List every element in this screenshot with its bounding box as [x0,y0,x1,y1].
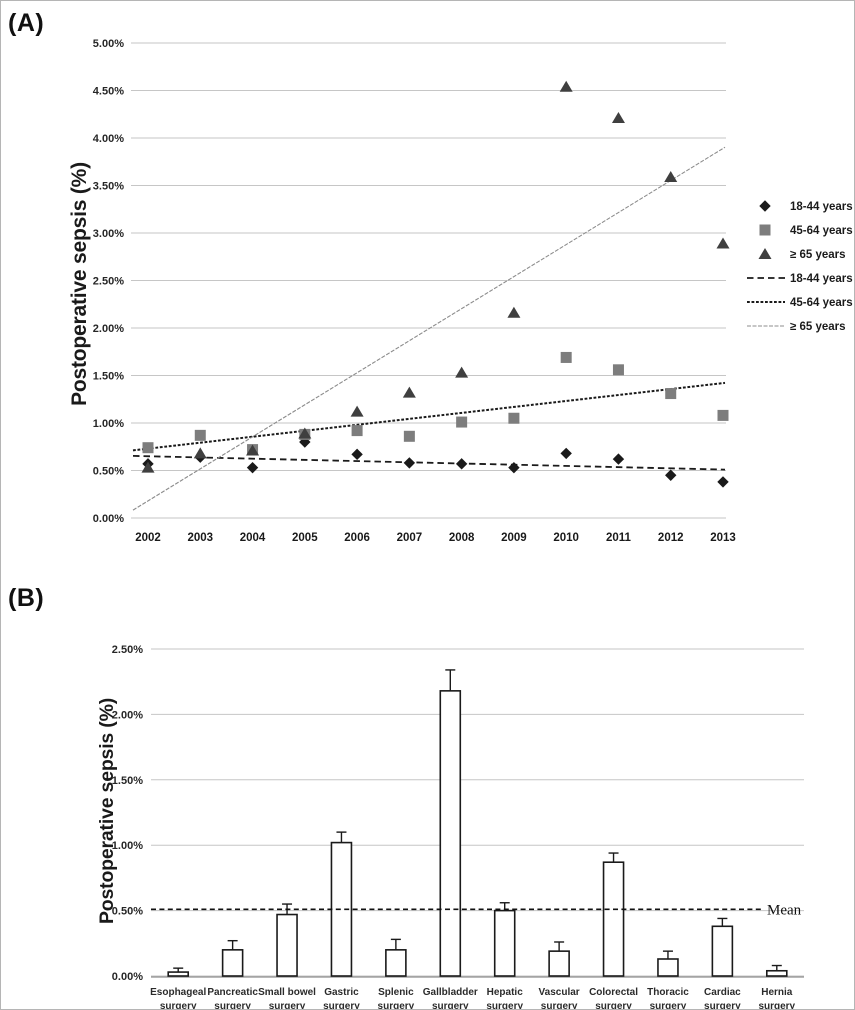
x-axis-year-label: 2010 [553,532,579,544]
y-axis-tick-label: 4.00% [92,133,124,145]
y-axis-tick-label: 2.00% [92,323,124,335]
bar [168,972,188,976]
bar [767,971,787,976]
triangle-data-point [717,237,730,248]
y-axis-tick-label: 1.50% [92,370,124,383]
category-label: surgery [595,1001,632,1010]
y-axis-tick-label: 5.00% [92,38,124,50]
category-label: Pancreatic [207,987,258,998]
panel-a-label: (A) [8,9,45,37]
y-axis-tick-label: 1.00% [111,840,143,853]
y-axis-tick-label: 2.00% [111,709,143,722]
legend-label: 45-64 years [790,297,853,309]
x-axis-year-label: 2008 [448,532,475,544]
category-label: surgery [649,1001,687,1010]
diamond-data-point [456,458,467,469]
diamond-data-point [351,449,362,460]
category-label: Gallbladder [422,987,478,998]
square-data-point [561,352,572,363]
category-label: Hernia [761,987,793,998]
triangle-data-point [194,447,207,458]
diamond-data-point [247,462,258,473]
bar [712,926,732,976]
diamond-data-point [759,200,770,211]
category-label: Colorectal [589,987,638,998]
square-data-point [760,225,771,236]
y-axis-tick-label: 0.50% [92,465,124,478]
square-data-point [665,388,676,399]
square-data-point [718,410,729,421]
x-axis-year-label: 2009 [501,532,527,544]
triangle-data-point [664,171,677,182]
y-axis-tick-label: 3.00% [92,228,124,240]
triangle-data-point [612,112,625,123]
square-data-point [352,425,363,436]
panel-a-scatter-chart [1,1,855,576]
x-axis-year-label: 2013 [710,532,736,544]
bar [658,959,678,976]
trend-line [133,147,725,510]
square-data-point [404,431,415,442]
diamond-data-point [717,476,728,487]
y-axis-tick-label: 1.50% [111,774,143,787]
y-axis-tick-label: 0.00% [92,513,124,525]
category-label: Cardiac [704,987,741,998]
y-axis-tick-label: 1.00% [92,418,124,430]
x-axis-year-label: 2012 [657,532,684,544]
triangle-data-point [403,387,416,398]
category-label: Thoracic [647,987,689,998]
triangle-data-point [507,307,520,318]
bar [604,862,624,976]
triangle-data-point [759,248,772,259]
square-data-point [195,430,206,441]
category-label: surgery [704,1001,741,1010]
category-label: surgery [758,1001,796,1010]
category-label: surgery [486,1001,524,1010]
legend-label: 18-44 years [790,273,853,285]
trend-line [133,383,725,450]
category-label: Hepatic [486,987,523,998]
category-label: surgery [431,1001,469,1010]
y-axis-tick-label: 3.50% [92,180,124,193]
bar [549,951,569,976]
category-label: Vascular [538,987,580,998]
legend-label: ≥ 65 years [790,321,846,333]
diamond-data-point [665,470,676,481]
x-axis-year-label: 2006 [344,532,370,544]
category-label: Small bowel [258,987,316,998]
x-axis-year-label: 2005 [292,532,318,544]
y-axis-tick-label: 0.50% [111,905,143,918]
diamond-data-point [508,462,519,473]
panel-b-bar-chart [1,576,855,1010]
square-data-point [508,413,519,424]
category-label: surgery [540,1001,578,1010]
mean-line-label: Mean [767,902,802,919]
category-label: surgery [377,1001,415,1010]
trend-line [133,456,725,470]
panel-a-y-axis-title: Postoperative sepsis (%) [68,162,91,406]
x-axis-year-label: 2002 [135,532,161,544]
triangle-data-point [455,367,468,378]
diamond-data-point [404,457,415,468]
legend-label: ≥ 65 years [790,249,846,261]
x-axis-year-label: 2003 [187,532,214,544]
panel-b-label: (B) [8,584,45,612]
y-axis-tick-label: 4.50% [92,85,124,98]
bar [440,691,460,976]
diamond-data-point [613,453,624,464]
category-label: surgery [159,1001,197,1010]
x-axis-year-label: 2004 [239,532,266,544]
y-axis-tick-label: 0.00% [111,971,143,983]
category-label: Gastric [324,987,359,998]
bar [386,950,406,976]
bar [495,911,515,976]
square-data-point [456,417,467,428]
category-label: surgery [268,1001,306,1010]
category-label: surgery [214,1001,251,1010]
category-label: Esophageal [150,987,207,998]
legend-label: 18-44 years [790,201,853,213]
x-axis-year-label: 2007 [396,532,423,544]
square-data-point [143,442,154,453]
panel-b-y-axis-title: Postoperative sepsis (%) [96,697,118,925]
y-axis-tick-label: 2.50% [92,275,124,288]
triangle-data-point [351,406,364,417]
bar [223,950,243,976]
x-axis-year-label: 2011 [605,532,631,544]
legend-label: 45-64 years [790,225,853,237]
category-label: surgery [323,1001,360,1010]
y-axis-tick-label: 2.50% [111,644,143,656]
category-label: Splenic [378,987,414,998]
square-data-point [613,364,624,375]
bar [277,915,297,976]
triangle-data-point [560,81,573,92]
diamond-data-point [560,448,571,459]
